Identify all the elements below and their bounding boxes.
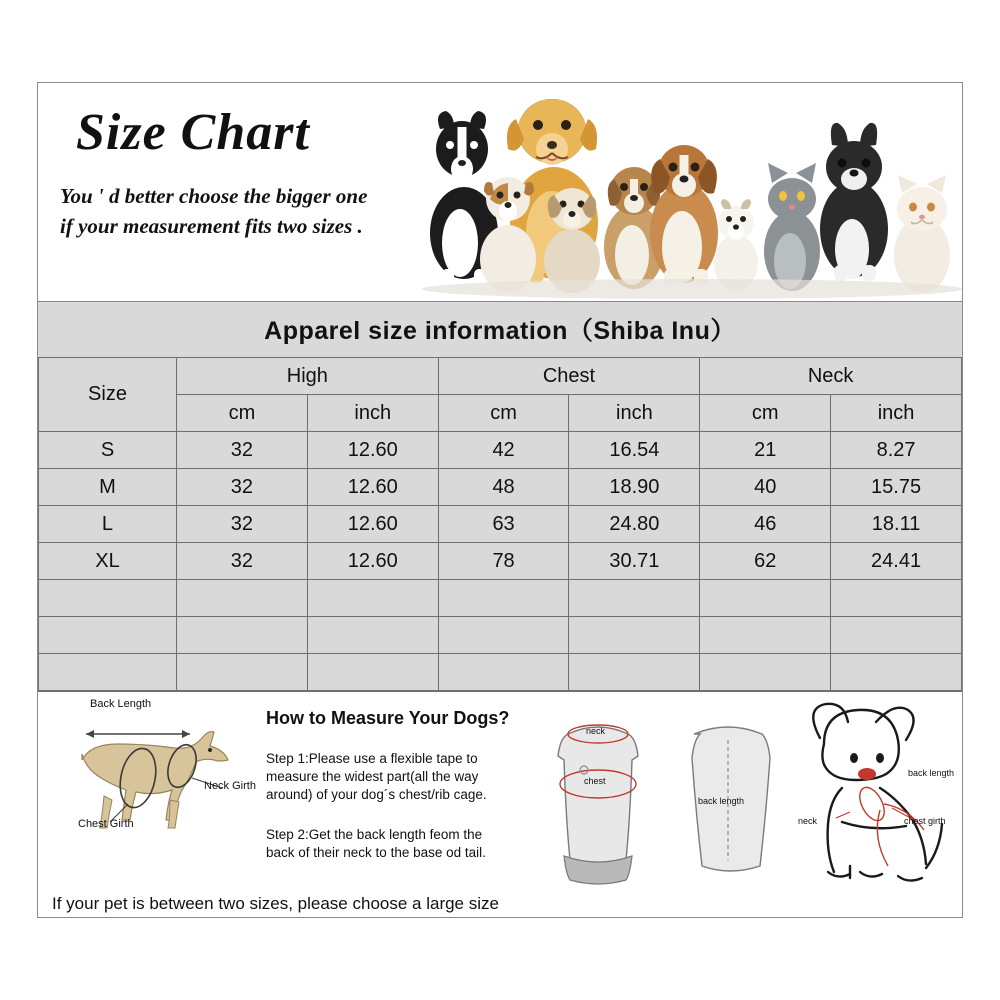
label-back-length: Back Length (90, 698, 152, 710)
header-unit-chest-cm: cm (438, 395, 569, 432)
header-unit-neck-inch: inch (831, 395, 962, 432)
table-caption: Apparel size information（Shiba Inu） (264, 317, 736, 345)
cell-size: S (39, 432, 177, 469)
label-back-length: back length (698, 796, 745, 806)
table-row (39, 432, 962, 469)
cell-empty (307, 580, 438, 617)
header-size: Size (39, 358, 177, 432)
cell-empty (831, 654, 962, 691)
cell-empty (307, 617, 438, 654)
header-unit-high-inch: inch (307, 395, 438, 432)
table-row (39, 506, 962, 543)
table-row-empty (39, 617, 962, 654)
dog-outline-diagram (780, 692, 962, 892)
cell-size: L (39, 506, 177, 543)
cell-empty (39, 580, 177, 617)
header-unit-chest-inch: inch (569, 395, 700, 432)
cell-chest-cm: 42 (438, 432, 569, 469)
cell-neck-inch: 18.11 (831, 506, 962, 543)
header-unit-high-cm: cm (176, 395, 307, 432)
cell-empty (569, 617, 700, 654)
cell-empty (569, 654, 700, 691)
cell-high-inch: 12.60 (307, 432, 438, 469)
header-unit-neck-cm: cm (700, 395, 831, 432)
cell-chest-cm: 63 (438, 506, 569, 543)
cell-empty (438, 654, 569, 691)
cell-empty (438, 617, 569, 654)
label-neck: neck (798, 816, 818, 826)
header-group-high: High (176, 358, 438, 395)
cell-empty (831, 617, 962, 654)
table-row-empty (39, 580, 962, 617)
cell-chest-inch: 16.54 (569, 432, 700, 469)
cell-empty (176, 580, 307, 617)
cell-empty (700, 617, 831, 654)
size-footnote: If your pet is between two sizes, please choose a large size (52, 894, 499, 913)
cell-chest-cm: 48 (438, 469, 569, 506)
cell-empty (438, 580, 569, 617)
label-neck-girth: Neck Girth (204, 780, 256, 792)
cell-empty (39, 617, 177, 654)
cell-empty (307, 654, 438, 691)
size-table-section (38, 302, 962, 691)
subtitle-line-1: You ' d better choose the bigger one (60, 184, 368, 208)
cell-neck-cm: 40 (700, 469, 831, 506)
pets-group-photo (402, 83, 962, 299)
cell-high-inch: 12.60 (307, 469, 438, 506)
how-to-measure-title: How to Measure Your Dogs? (266, 708, 510, 728)
subtitle-line-2: if your measurement fits two sizes . (60, 214, 363, 238)
cell-chest-inch: 24.80 (569, 506, 700, 543)
cell-empty (569, 580, 700, 617)
cell-chest-inch: 30.71 (569, 543, 700, 580)
garment-back-diagram (668, 710, 788, 886)
cell-empty (176, 617, 307, 654)
table-row (39, 543, 962, 580)
table-row-empty (39, 654, 962, 691)
cell-empty (700, 580, 831, 617)
cell-high-inch: 12.60 (307, 543, 438, 580)
garment-front-diagram (538, 708, 658, 888)
label-chest-girth: chest girth (904, 816, 946, 826)
cell-empty (39, 654, 177, 691)
measure-step-2: Step 2:Get the back length feom the back of their neck to the base od tail. (266, 827, 486, 860)
cell-size: XL (39, 543, 177, 580)
cell-high-cm: 32 (176, 432, 307, 469)
header-group-neck: Neck (700, 358, 962, 395)
cell-neck-inch: 24.41 (831, 543, 962, 580)
cell-chest-cm: 78 (438, 543, 569, 580)
label-back-length: back length (908, 768, 955, 778)
label-neck: neck (586, 726, 606, 736)
cell-empty (700, 654, 831, 691)
cell-neck-inch: 8.27 (831, 432, 962, 469)
apparel-size-table (38, 357, 962, 691)
cell-chest-inch: 18.90 (569, 469, 700, 506)
measure-step-1: Step 1:Please use a flexible tape to measure the widest part(all the way around) of your dog´s chest/rib cage. (266, 751, 487, 802)
cell-high-cm: 32 (176, 469, 307, 506)
header-group-chest: Chest (438, 358, 700, 395)
cell-high-inch: 12.60 (307, 506, 438, 543)
cell-neck-cm: 46 (700, 506, 831, 543)
header-band (38, 83, 962, 302)
cell-neck-inch: 15.75 (831, 469, 962, 506)
dog-measurement-diagram (52, 700, 262, 860)
cell-empty (176, 654, 307, 691)
cell-high-cm: 32 (176, 543, 307, 580)
table-header-row-groups (39, 358, 962, 395)
cell-neck-cm: 62 (700, 543, 831, 580)
cell-neck-cm: 21 (700, 432, 831, 469)
label-chest-girth: Chest Girth (78, 818, 134, 830)
cell-high-cm: 32 (176, 506, 307, 543)
cell-empty (831, 580, 962, 617)
size-chart-sheet (37, 82, 963, 918)
table-header-row-units (39, 395, 962, 432)
page-title: Size Chart (76, 104, 310, 161)
label-chest: chest (584, 776, 606, 786)
table-row (39, 469, 962, 506)
how-to-measure-panel (38, 691, 962, 918)
cell-size: M (39, 469, 177, 506)
